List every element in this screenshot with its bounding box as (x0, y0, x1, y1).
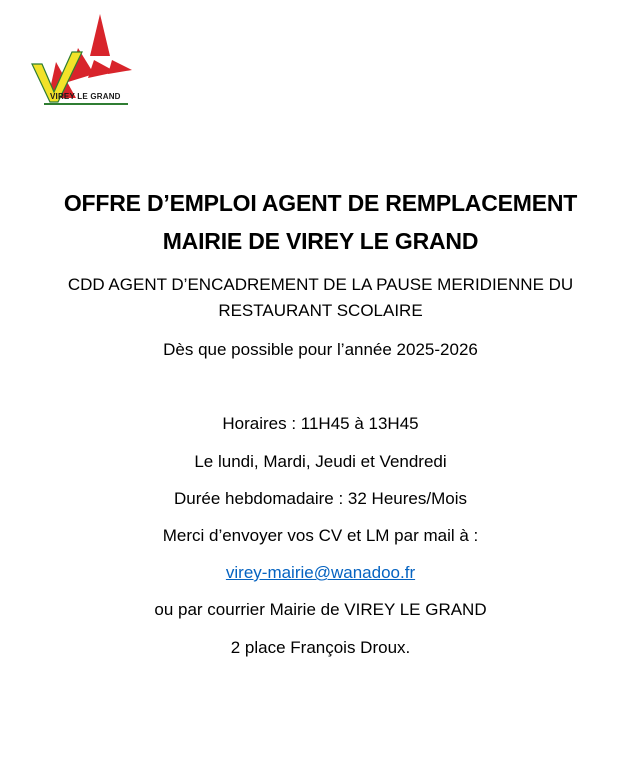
contract-description-line1: CDD AGENT D’ENCADREMENT DE LA PAUSE MERIDIENNE DU (67, 275, 574, 294)
working-hours: Horaires : 11H45 à 13H45 (222, 414, 419, 433)
logo-text: VIREY LE GRAND (50, 92, 121, 101)
job-title: OFFRE D’EMPLOI AGENT DE REMPLACEMENT (63, 190, 578, 216)
virey-le-grand-logo (28, 12, 136, 106)
postal-mail-line: ou par courrier Mairie de VIREY LE GRAND (154, 600, 487, 619)
working-days: Le lundi, Mardi, Jeudi et Vendredi (194, 452, 447, 471)
mairie-title: MAIRIE DE VIREY LE GRAND (162, 228, 479, 254)
street-address: 2 place François Droux. (230, 638, 411, 657)
weekly-duration: Durée hebdomadaire : 32 Heures/Mois (174, 489, 467, 508)
start-date: Dès que possible pour l’année 2025-2026 (163, 340, 478, 359)
email-link[interactable]: virey-mairie@wanadoo.fr (225, 563, 416, 582)
email-line (0, 563, 641, 583)
send-cv-instruction: Merci d’envoyer vos CV et LM par mail à : (162, 526, 479, 545)
contract-description-line2: RESTAURANT SCOLAIRE (218, 301, 423, 320)
